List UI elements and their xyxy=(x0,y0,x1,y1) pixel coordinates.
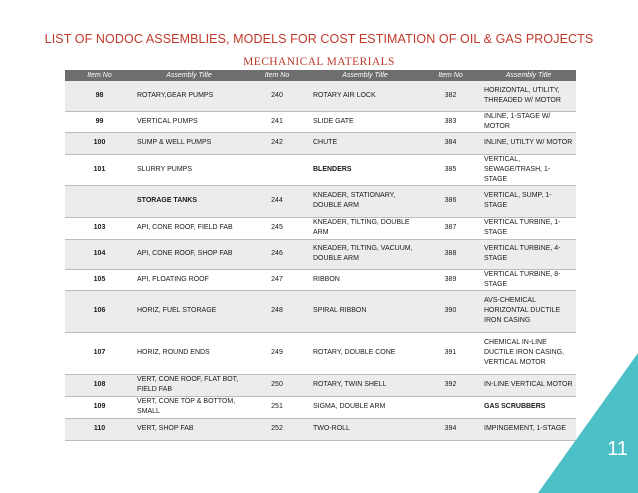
item-no-cell: 386 xyxy=(420,185,481,217)
item-no-cell xyxy=(420,396,481,418)
assembly-title-cell: ROTARY AIR LOCK xyxy=(310,81,420,111)
item-no-cell: 248 xyxy=(244,290,310,332)
assembly-title-cell: VERTICAL TURBINE, 4-STAGE xyxy=(481,239,576,269)
header-assembly-title-3: Assembly Title xyxy=(481,70,576,81)
item-no-cell: 104 xyxy=(65,239,134,269)
item-no-cell: 385 xyxy=(420,154,481,185)
item-no-cell: 240 xyxy=(244,81,310,111)
item-no-cell: 109 xyxy=(65,396,134,418)
assembly-title-cell: KNEADER, STATIONARY, DOUBLE ARM xyxy=(310,185,420,217)
item-no-cell: 105 xyxy=(65,269,134,290)
item-no-cell: 249 xyxy=(244,332,310,374)
item-no-cell: 392 xyxy=(420,374,481,396)
item-no-cell xyxy=(65,185,134,217)
table-row xyxy=(65,269,576,290)
item-no-cell: 108 xyxy=(65,374,134,396)
assembly-title-cell: VERTICAL, SEWAGE/TRASH, 1-STAGE xyxy=(481,154,576,185)
table-row xyxy=(65,111,576,132)
item-no-cell xyxy=(244,154,310,185)
assembly-title-cell: API, FLOATING ROOF xyxy=(134,269,244,290)
assembly-title-cell: HORIZ, FUEL STORAGE xyxy=(134,290,244,332)
header-assembly-title-2: Assembly Title xyxy=(310,70,420,81)
item-no-cell: 382 xyxy=(420,81,481,111)
assembly-title-cell: STORAGE TANKS xyxy=(134,185,244,217)
assembly-title-cell: KNEADER, TILTING, VACUUM, DOUBLE ARM xyxy=(310,239,420,269)
item-no-cell: 247 xyxy=(244,269,310,290)
item-no-cell: 101 xyxy=(65,154,134,185)
assembly-title-cell: CHUTE xyxy=(310,132,420,154)
item-no-cell: 394 xyxy=(420,418,481,440)
item-no-cell: 391 xyxy=(420,332,481,374)
assembly-title-cell: INLINE, UTILTY W/ MOTOR xyxy=(481,132,576,154)
assembly-title-cell: IN-LINE VERTICAL MOTOR xyxy=(481,374,576,396)
assembly-title-cell: BLENDERS xyxy=(310,154,420,185)
item-no-cell: 388 xyxy=(420,239,481,269)
item-no-cell: 250 xyxy=(244,374,310,396)
item-no-cell: 110 xyxy=(65,418,134,440)
item-no-cell: 98 xyxy=(65,81,134,111)
header-item-no-2: Item No xyxy=(244,70,310,81)
assembly-title-cell: VERTICAL TURBINE, 1-STAGE xyxy=(481,217,576,239)
item-no-cell: 390 xyxy=(420,290,481,332)
item-no-cell: 100 xyxy=(65,132,134,154)
assembly-title-cell: VERTICAL PUMPS xyxy=(134,111,244,132)
table-row xyxy=(65,239,576,269)
assembly-title-cell: GAS SCRUBBERS xyxy=(481,396,576,418)
assembly-title-cell: SPIRAL RIBBON xyxy=(310,290,420,332)
assembly-title-cell: VERT, CONE ROOF, FLAT BOT, FIELD FAB xyxy=(134,374,244,396)
assembly-title-cell: ROTARY,GEAR PUMPS xyxy=(134,81,244,111)
item-no-cell: 246 xyxy=(244,239,310,269)
assembly-title-cell: VERT, SHOP FAB xyxy=(134,418,244,440)
assembly-title-cell: TWO-ROLL xyxy=(310,418,420,440)
header-item-no-3: Item No xyxy=(420,70,481,81)
assembly-title-cell: SUMP & WELL PUMPS xyxy=(134,132,244,154)
assembly-title-cell: CHEMICAL IN-LINE DUCTILE IRON CASING, VERTICAL MOTOR xyxy=(481,332,576,374)
section-subtitle: MECHANICAL MATERIALS xyxy=(243,56,395,68)
assembly-title-cell: KNEADER, TILTING, DOUBLE ARM xyxy=(310,217,420,239)
table-row xyxy=(65,185,576,217)
header-item-no-1: Item No xyxy=(65,70,134,81)
item-no-cell: 107 xyxy=(65,332,134,374)
page-number: 11 xyxy=(607,438,628,460)
item-no-cell: 245 xyxy=(244,217,310,239)
assembly-title-cell: VERT, CONE TOP & BOTTOM, SMALL xyxy=(134,396,244,418)
item-no-cell: 251 xyxy=(244,396,310,418)
assembly-title-cell: INLINE, 1-STAGE W/ MOTOR xyxy=(481,111,576,132)
table-row xyxy=(65,290,576,332)
table-row xyxy=(65,396,576,418)
assembly-title-cell: RIBBON xyxy=(310,269,420,290)
header-assembly-title-1: Assembly Title xyxy=(134,70,244,81)
item-no-cell: 387 xyxy=(420,217,481,239)
item-no-cell: 384 xyxy=(420,132,481,154)
table-row xyxy=(65,154,576,185)
item-no-cell: 389 xyxy=(420,269,481,290)
item-no-cell: 244 xyxy=(244,185,310,217)
assembly-title-cell: IMPINGEMENT, 1-STAGE xyxy=(481,418,576,440)
assembly-title-cell: SLURRY PUMPS xyxy=(134,154,244,185)
assembly-title-cell: VERTICAL TURBINE, 8-STAGE xyxy=(481,269,576,290)
table-row xyxy=(65,217,576,239)
item-no-cell: 103 xyxy=(65,217,134,239)
corner-decoration xyxy=(538,353,638,493)
table-row xyxy=(65,81,576,111)
table-header-row xyxy=(65,70,576,81)
assemblies-table xyxy=(65,70,576,441)
item-no-cell: 99 xyxy=(65,111,134,132)
item-no-cell: 252 xyxy=(244,418,310,440)
assembly-title-cell: API, CONE ROOF, SHOP FAB xyxy=(134,239,244,269)
page-title: LIST OF NODOC ASSEMBLIES, MODELS FOR COST ESTIMATION OF OIL & GAS PROJECTS xyxy=(44,32,594,46)
assembly-title-cell: VERTICAL, SUMP, 1-STAGE xyxy=(481,185,576,217)
assembly-title-cell: ROTARY, DOUBLE CONE xyxy=(310,332,420,374)
item-no-cell: 106 xyxy=(65,290,134,332)
assembly-title-cell: API, CONE ROOF, FIELD FAB xyxy=(134,217,244,239)
item-no-cell: 242 xyxy=(244,132,310,154)
assembly-title-cell: SLIDE GATE xyxy=(310,111,420,132)
assembly-title-cell: HORIZ, ROUND ENDS xyxy=(134,332,244,374)
table-row xyxy=(65,332,576,374)
table-row xyxy=(65,418,576,440)
assembly-title-cell: SIGMA, DOUBLE ARM xyxy=(310,396,420,418)
item-no-cell: 383 xyxy=(420,111,481,132)
table-row xyxy=(65,374,576,396)
item-no-cell: 241 xyxy=(244,111,310,132)
assembly-title-cell: HORIZONTAL, UTILITY, THREADED W/ MOTOR xyxy=(481,81,576,111)
assembly-title-cell: AVS-CHEMICAL HORIZONTAL DUCTILE IRON CASING xyxy=(481,290,576,332)
table-row xyxy=(65,132,576,154)
assembly-title-cell: ROTARY, TWIN SHELL xyxy=(310,374,420,396)
